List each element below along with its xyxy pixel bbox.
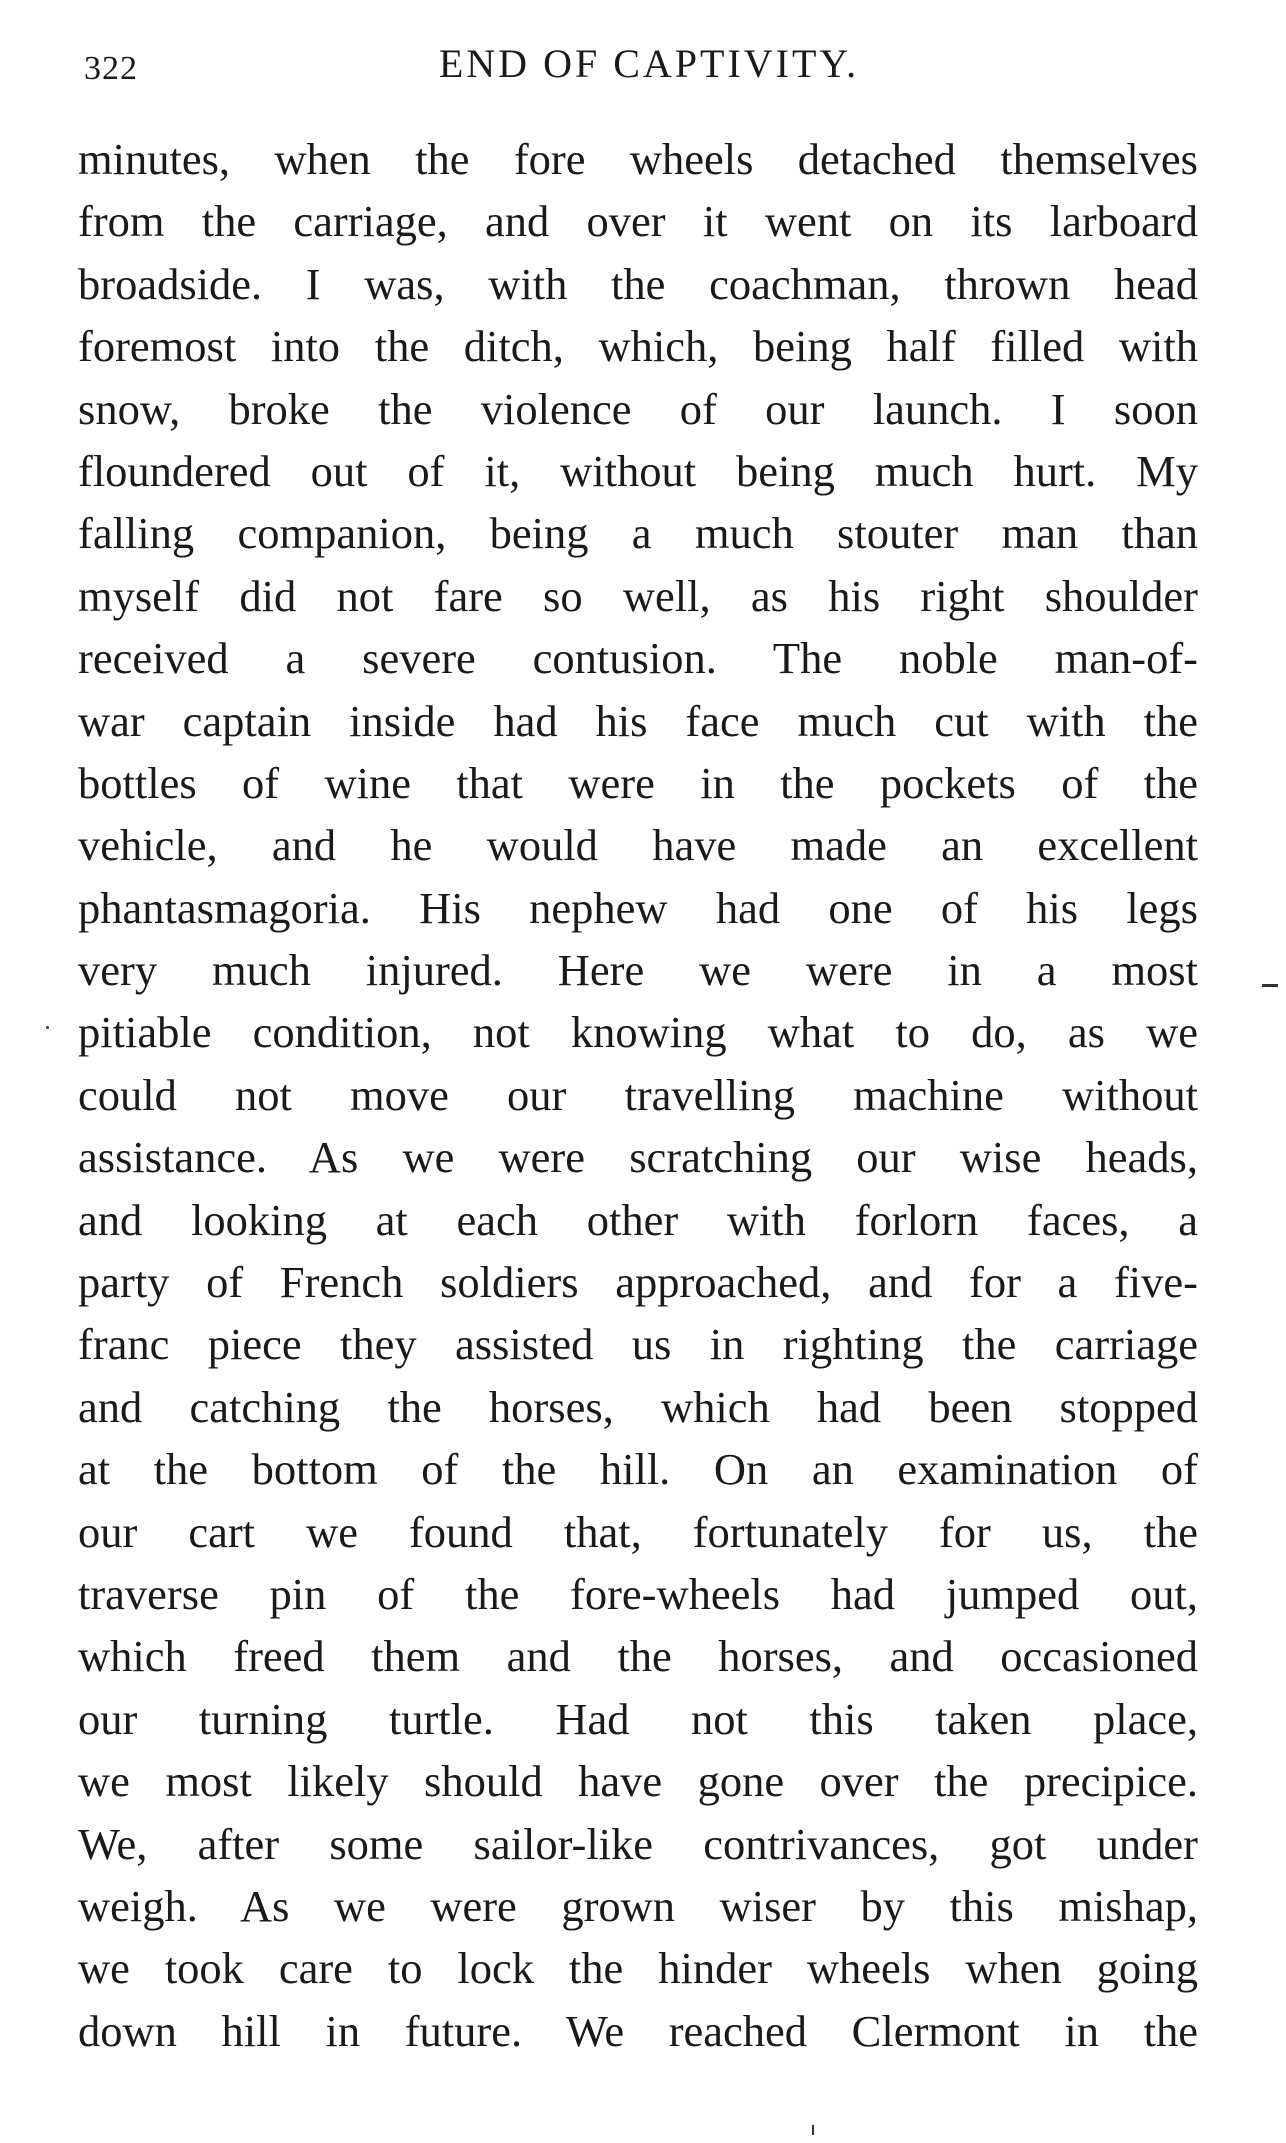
running-head: END OF CAPTIVITY. [438, 41, 860, 86]
text-line: party of French soldiers approached, and for a five- [78, 1257, 1198, 1308]
margin-dot-mark [46, 1026, 49, 1029]
text-line: phantasmagoria. His nephew had one of his legs [78, 882, 1198, 933]
text-line: franc piece they assisted us in righting the carriage [78, 1319, 1198, 1370]
text-line: our cart we found that, fortunately for us, the [78, 1506, 1198, 1557]
text-line: floundered out of it, without being much hurt. My [78, 445, 1198, 496]
page-header [84, 40, 1194, 100]
text-line: myself did not fare so well, as his right shoulder [78, 570, 1198, 621]
text-line: weigh. As we were grown wiser by this mishap, [78, 1880, 1198, 1931]
text-line: bottles of wine that were in the pockets of the [78, 757, 1198, 808]
text-line: from the carriage, and over it went on its larboard [78, 196, 1198, 247]
text-line: received a severe contusion. The noble man-of- [78, 633, 1198, 684]
text-line: pitiable condition, not knowing what to do, as we [78, 1007, 1198, 1058]
text-line: we most likely should have gone over the precipice. [78, 1756, 1198, 1807]
bottom-speck-mark [812, 2125, 814, 2135]
text-line: war captain inside had his face much cut with the [78, 695, 1198, 746]
text-line: could not move our travelling machine without [78, 1069, 1198, 1120]
text-line: and looking at each other with forlorn faces, a [78, 1194, 1198, 1245]
text-line: down hill in future. We reached Clermont in the [78, 2005, 1198, 2056]
page-number: 322 [84, 50, 138, 87]
text-line: assistance. As we were scratching our wise heads, [78, 1132, 1198, 1183]
text-line: foremost into the ditch, which, being half filled with [78, 321, 1198, 372]
text-line: We, after some sailor-like contrivances, got under [78, 1818, 1198, 1869]
text-line: which freed them and the horses, and occasioned [78, 1631, 1198, 1682]
text-line: and catching the horses, which had been stopped [78, 1381, 1198, 1432]
text-line: very much injured. Here we were in a most [78, 945, 1198, 996]
text-line: vehicle, and he would have made an excellent [78, 820, 1198, 871]
text-line: snow, broke the violence of our launch. I soon [78, 383, 1198, 434]
text-line: minutes, when the fore wheels detached themselves [78, 134, 1198, 184]
body-text [78, 128, 1198, 2062]
text-line: broadside. I was, with the coachman, thrown head [78, 258, 1198, 309]
text-line: falling companion, being a much stouter man than [78, 508, 1198, 559]
margin-dash-mark [1262, 984, 1278, 987]
text-line: at the bottom of the hill. On an examination of [78, 1444, 1198, 1495]
text-line: we took care to lock the hinder wheels when going [78, 1943, 1198, 1994]
text-line: our turning turtle. Had not this taken place, [78, 1693, 1198, 1744]
text-line: traverse pin of the fore-wheels had jumped out, [78, 1568, 1198, 1619]
